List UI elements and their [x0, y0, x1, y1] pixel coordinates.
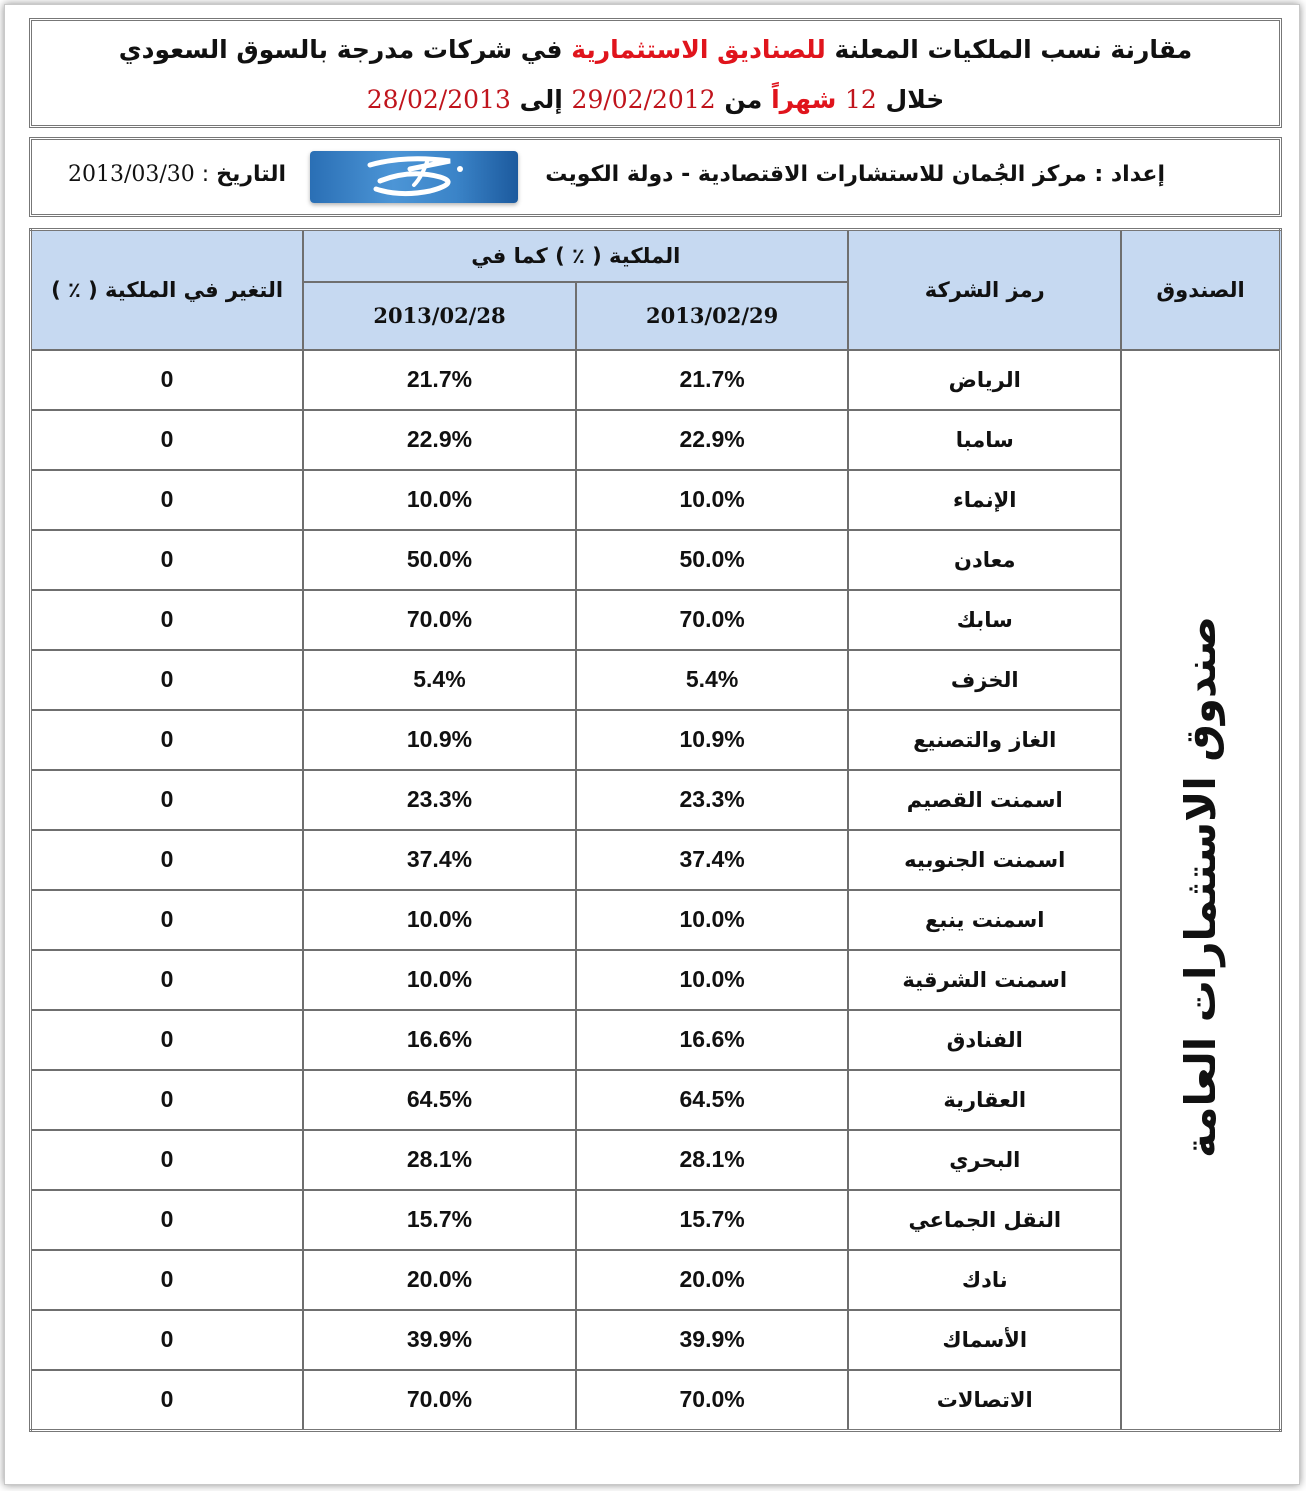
ownership-date1-cell: 21.7%: [576, 350, 849, 410]
change-cell: 0: [31, 950, 304, 1010]
table-row: [31, 1310, 1281, 1370]
header-date-2: 2013/02/28: [303, 282, 576, 350]
ownership-date2-cell: 50.0%: [303, 530, 576, 590]
table-row: [31, 530, 1281, 590]
fund-name: صندوق الاستثمارات العامة: [1176, 615, 1226, 1158]
table-row: [31, 710, 1281, 770]
change-cell: 0: [31, 770, 304, 830]
company-cell: اسمنت الجنوبيه: [848, 830, 1121, 890]
title-line-2: [32, 85, 1279, 114]
title-highlight: للصناديق الاستثمارية: [571, 35, 826, 64]
ownership-date1-cell: 10.0%: [576, 470, 849, 530]
ownership-date1-cell: 28.1%: [576, 1130, 849, 1190]
ownership-date2-cell: 70.0%: [303, 590, 576, 650]
title-box: [29, 18, 1282, 128]
ownership-date2-cell: 10.0%: [303, 470, 576, 530]
ownership-date1-cell: 50.0%: [576, 530, 849, 590]
change-cell: 0: [31, 1370, 304, 1431]
ownership-date2-cell: 21.7%: [303, 350, 576, 410]
table-row: [31, 470, 1281, 530]
period-to-label: إلى: [519, 85, 563, 114]
prepared-by: إعداد : مركز الجُمان للاستشارات الاقتصادية - دولة الكويت: [545, 162, 1165, 187]
company-cell: الاتصالات: [848, 1370, 1121, 1431]
period-from-label: من: [724, 85, 763, 114]
title-prefix: مقارنة نسب الملكيات المعلنة: [834, 35, 1193, 64]
company-cell: سابك: [848, 590, 1121, 650]
table-row: [31, 890, 1281, 950]
change-cell: 0: [31, 710, 304, 770]
ownership-date1-cell: 16.6%: [576, 1010, 849, 1070]
report-date: التاريخ : 2013/03/30: [68, 162, 287, 187]
change-cell: 0: [31, 890, 304, 950]
ownership-date2-cell: 70.0%: [303, 1370, 576, 1431]
company-cell: سامبا: [848, 410, 1121, 470]
fund-cell: [1121, 350, 1280, 1431]
ownership-date1-cell: 37.4%: [576, 830, 849, 890]
ownership-date2-cell: 39.9%: [303, 1310, 576, 1370]
company-cell: الإنماء: [848, 470, 1121, 530]
ownership-date2-cell: 16.6%: [303, 1010, 576, 1070]
aljoman-logo-icon: [310, 151, 518, 203]
ownership-date1-cell: 15.7%: [576, 1190, 849, 1250]
ownership-date2-cell: 37.4%: [303, 830, 576, 890]
ownership-date1-cell: 70.0%: [576, 1370, 849, 1431]
table-row: [31, 1190, 1281, 1250]
change-cell: 0: [31, 530, 304, 590]
company-cell: معادن: [848, 530, 1121, 590]
period-months-word: شهراً: [771, 85, 837, 114]
ownership-date1-cell: 23.3%: [576, 770, 849, 830]
company-cell: الخزف: [848, 650, 1121, 710]
ownership-date2-cell: 22.9%: [303, 410, 576, 470]
prepared-by-label: إعداد: [1110, 162, 1165, 187]
ownership-table: [29, 228, 1282, 1432]
change-cell: 0: [31, 650, 304, 710]
table-row: [31, 950, 1281, 1010]
company-cell: البحري: [848, 1130, 1121, 1190]
ownership-date2-cell: 15.7%: [303, 1190, 576, 1250]
ownership-date2-cell: 10.9%: [303, 710, 576, 770]
header-company: رمز الشركة: [848, 230, 1121, 350]
header-ownership: الملكية ( ٪ ) كما في: [303, 230, 848, 282]
company-cell: الفنادق: [848, 1010, 1121, 1070]
ownership-date2-cell: 10.0%: [303, 890, 576, 950]
table-row: [31, 650, 1281, 710]
ownership-date2-cell: 10.0%: [303, 950, 576, 1010]
info-box: [29, 137, 1282, 217]
period-months-number: 12: [845, 85, 877, 114]
table-row: [31, 410, 1281, 470]
company-cell: النقل الجماعي: [848, 1190, 1121, 1250]
table-row: [31, 1370, 1281, 1431]
company-cell: الغاز والتصنيع: [848, 710, 1121, 770]
company-cell: اسمنت الشرقية: [848, 950, 1121, 1010]
header-change: التغير في الملكية ( ٪ ): [31, 230, 304, 350]
period-date-to: 28/02/2013: [366, 85, 511, 114]
title-line-1: [32, 35, 1279, 64]
ownership-date1-cell: 70.0%: [576, 590, 849, 650]
company-cell: العقارية: [848, 1070, 1121, 1130]
prepared-by-value: مركز الجُمان للاستشارات الاقتصادية - دولة الكويت: [545, 162, 1087, 187]
ownership-date1-cell: 22.9%: [576, 410, 849, 470]
change-cell: 0: [31, 1010, 304, 1070]
header-date-1: 2013/02/29: [576, 282, 849, 350]
report-date-label: التاريخ: [216, 162, 287, 187]
table-row: [31, 830, 1281, 890]
ownership-date1-cell: 39.9%: [576, 1310, 849, 1370]
company-cell: نادك: [848, 1250, 1121, 1310]
title-suffix: في شركات مدرجة بالسوق السعودي: [118, 35, 563, 64]
table-row: [31, 1070, 1281, 1130]
header-fund: الصندوق: [1121, 230, 1280, 350]
ownership-date2-cell: 64.5%: [303, 1070, 576, 1130]
ownership-date2-cell: 5.4%: [303, 650, 576, 710]
company-cell: الرياض: [848, 350, 1121, 410]
ownership-date1-cell: 64.5%: [576, 1070, 849, 1130]
table-row: [31, 1130, 1281, 1190]
change-cell: 0: [31, 410, 304, 470]
table-row: [31, 770, 1281, 830]
company-cell: الأسماك: [848, 1310, 1121, 1370]
change-cell: 0: [31, 1250, 304, 1310]
ownership-date2-cell: 23.3%: [303, 770, 576, 830]
company-cell: اسمنت القصيم: [848, 770, 1121, 830]
change-cell: 0: [31, 1310, 304, 1370]
table-row: [31, 1250, 1281, 1310]
ownership-date1-cell: 10.0%: [576, 890, 849, 950]
change-cell: 0: [31, 830, 304, 890]
ownership-date1-cell: 5.4%: [576, 650, 849, 710]
change-cell: 0: [31, 350, 304, 410]
ownership-date2-cell: 28.1%: [303, 1130, 576, 1190]
report-date-value: 2013/03/30: [68, 162, 195, 187]
period-prefix: خلال: [885, 85, 945, 114]
table-row: [31, 350, 1281, 410]
ownership-date1-cell: 10.9%: [576, 710, 849, 770]
table-row: [31, 1010, 1281, 1070]
change-cell: 0: [31, 470, 304, 530]
ownership-date1-cell: 10.0%: [576, 950, 849, 1010]
table-row: [31, 590, 1281, 650]
period-date-from: 29/02/2012: [571, 85, 716, 114]
change-cell: 0: [31, 1130, 304, 1190]
change-cell: 0: [31, 1190, 304, 1250]
ownership-date1-cell: 20.0%: [576, 1250, 849, 1310]
change-cell: 0: [31, 1070, 304, 1130]
company-cell: اسمنت ينبع: [848, 890, 1121, 950]
change-cell: 0: [31, 590, 304, 650]
ownership-date2-cell: 20.0%: [303, 1250, 576, 1310]
